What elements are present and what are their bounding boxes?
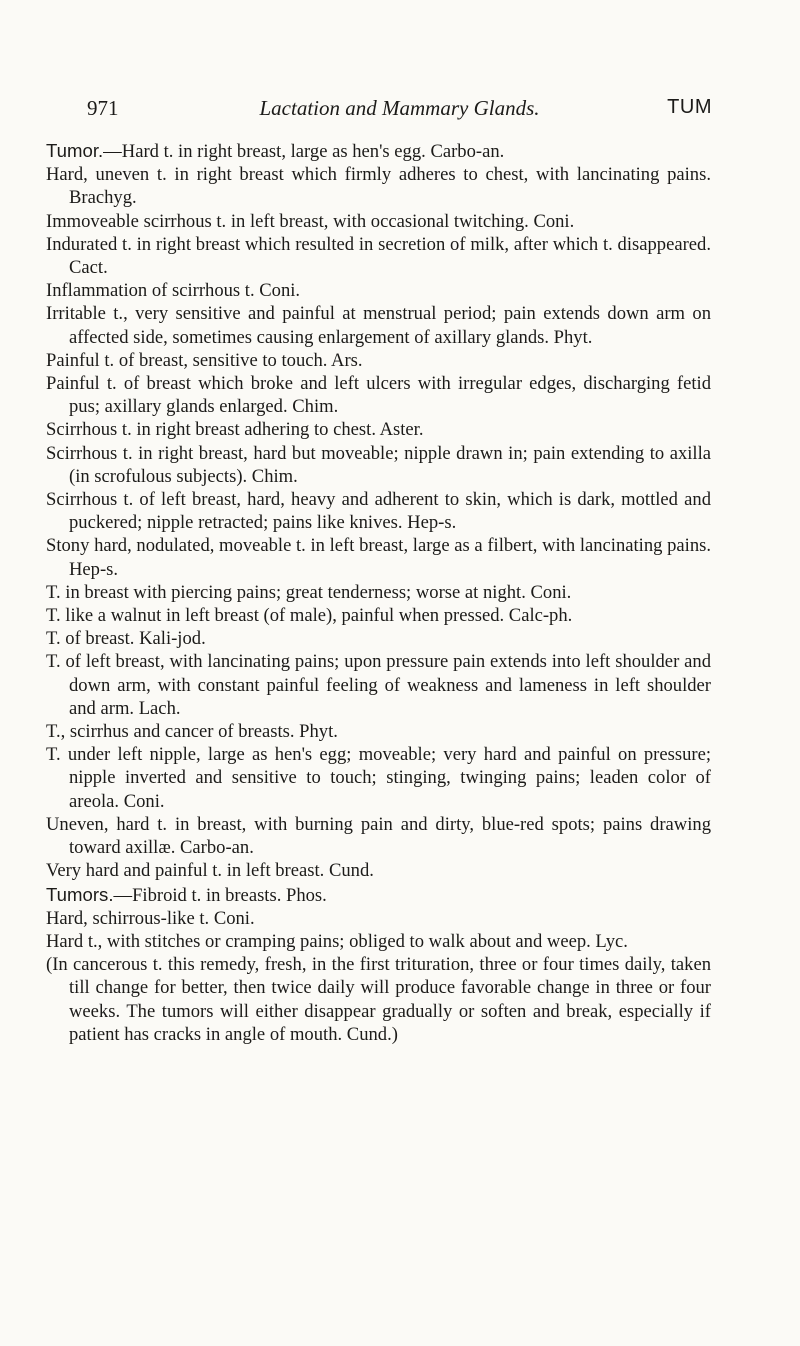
entry-item	[46, 859, 711, 882]
entry-item	[46, 442, 711, 488]
entry-text: Scirrhous t. in right breast, hard but moveable; nipple drawn in; pain extending to axilla (in scrofulous subjects). Chim.	[46, 442, 711, 487]
section-title: Lactation and Mammary Glands.	[259, 96, 540, 120]
entry-item	[46, 210, 711, 233]
entry-text: Scirrhous t. of left breast, hard, heavy and adherent to skin, which is dark, mottled and puckered; nipple retracted; pains like knives. Hep-s.	[46, 489, 711, 534]
entry-text: T. under left nipple, large as hen's egg; moveable; very hard and painful on pressure; nipple inverted and sensitive to touch; stinging, twinging pains; leaden color of areola. Coni.	[46, 744, 711, 812]
entry-text: Uneven, hard t. in breast, with burning pain and dirty, blue-red spots; pains drawing toward axillæ. Carbo-an.	[46, 813, 711, 859]
entry-heading: Tumor.	[46, 140, 104, 161]
entry-item	[46, 418, 711, 441]
entry-item	[46, 743, 711, 813]
entry-item	[46, 953, 711, 1046]
entry-text: Stony hard, nodulated, moveable t. in left breast, large as a filbert, with lancinating pains. Hep-s.	[46, 535, 711, 580]
entry-text: Painful t. of breast, sensitive to touch. Ars.	[46, 349, 363, 371]
entry-item	[46, 488, 711, 534]
entry-item	[46, 883, 711, 907]
entry-item	[46, 279, 711, 302]
entry-text: Hard, schirrous-like t. Coni.	[46, 907, 255, 929]
entry-item	[46, 627, 711, 650]
entry-text: —Fibroid t. in breasts. Phos.	[113, 884, 327, 906]
entry-text: Painful t. of breast which broke and left ulcers with irregular edges, discharging fetid pus; axillary glands enlarged. Chim.	[46, 373, 711, 418]
index-key: TUM	[667, 96, 712, 118]
entry-item	[46, 349, 711, 372]
entry-text: Scirrhous t. in right breast adhering to chest. Aster.	[46, 419, 424, 441]
page-number: 971	[87, 96, 119, 120]
entry-item	[46, 930, 711, 953]
entry-text: Immoveable scirrhous t. in left breast, with occasional twitching. Coni.	[46, 210, 575, 232]
entry-text: Indurated t. in right breast which resulted in secretion of milk, after which t. disappeared. Cact.	[46, 233, 711, 279]
entry-heading: Tumors.	[46, 883, 114, 905]
entry-text: Hard t., with stitches or cramping pains; obliged to walk about and weep. Lyc.	[46, 930, 628, 952]
entry-item	[46, 581, 711, 604]
entry-item	[46, 302, 711, 348]
entry-item	[46, 163, 711, 209]
entry-item	[46, 720, 711, 743]
entry-item	[46, 139, 711, 163]
entry-text: Irritable t., very sensitive and painful at menstrual period; pain extends down arm on affected side, sometimes causing enlargement of axillary glands. Phyt.	[46, 303, 711, 348]
entry-text: T. of left breast, with lancinating pains; upon pressure pain extends into left shoulder and down arm, with constant painful feeling of weakness and lameness in left shoulder and arm. Lach.	[46, 651, 711, 719]
entry-text: T. like a walnut in left breast (of male), painful when pressed. Calc-ph.	[46, 605, 573, 627]
entry-item	[46, 650, 711, 720]
entry-text: Hard, uneven t. in right breast which firmly adheres to chest, with lancinating pains. Brachyg.	[46, 164, 711, 209]
entry-text: T., scirrhus and cancer of breasts. Phyt.	[46, 721, 338, 743]
entry-text: (In cancerous t. this remedy, fresh, in the first trituration, three or four times daily, taken till change for better, then twice daily will produce favorable change in three or four weeks. The tumors will either disappear gradually or soften and break, especially if patient has cracks in angle of mouth. Cund.)	[46, 954, 711, 1045]
entry-item	[46, 604, 711, 627]
entry-item	[46, 372, 711, 418]
entry-text: T. in breast with piercing pains; great tenderness; worse at night. Coni.	[46, 581, 572, 603]
entry-text: —Hard t. in right breast, large as hen's egg. Carbo-an.	[103, 141, 505, 162]
entry-text: Very hard and painful t. in left breast. Cund.	[46, 860, 374, 882]
entry-text: T. of breast. Kali-jod.	[46, 628, 206, 650]
entry-item	[46, 534, 711, 580]
entry-item	[46, 907, 711, 930]
entry-item	[46, 813, 711, 859]
entry-text: Inflammation of scirrhous t. Coni.	[46, 280, 301, 302]
entry-item	[46, 233, 711, 279]
entry-list	[46, 139, 711, 1046]
running-header	[87, 96, 712, 126]
